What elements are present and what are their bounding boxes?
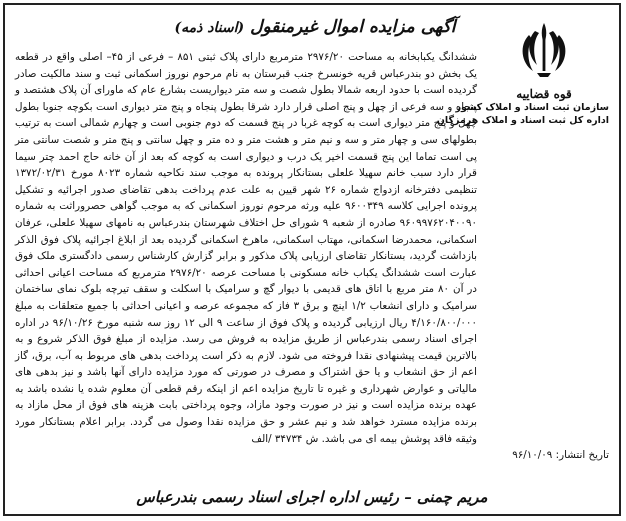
notice-paragraph: ششدانگ یکبابخانه به مساحت ۲۹۷۶/۲۰ مترمربع دارای پلاک ثبتی ۸۵۱ – فرعی از ۴۵– اصلی واقع در قطعه یک بخش دو بندرعباس قریه خونسرخ جنب قبرستان به نام مرحوم نوروز اسکمانی ثبت و سند مالکیت صادر گردیده است با حدود اربعه شمالا بطول شصت و سه متر دیواریست بشارع عام که ماورای آن پلاک هشتصد و پنجاه و سه فرعی از چهل و پنج اصلی قرار دارد شرقا بطول پنجاه و پنج متر دیواری است بکوچه جنوبا بطول چهل و پنج متر دیواری است به کوچه غربا در پنج قسمت که دوم جنوبی است و چهارم شمالی است به ترتیب بطولهای سی و چهار متر و سه و نیم متر و هشت متر و ده متر و چهل سانتی و پنج متر و شصت سانتی متر پی است تماما این پنج قسمت اخیر یک درب و دیواری است به کوچه که بعد از آن خانه حاج احمد چتر سیما قرار دارد سبب خانم سهیلا علعلی بستانکار پرونده به موجب سند نکاحیه شماره ۸۰۲۳ مورخ ۱۳۷۲/۰۲/۳۱ تنظیمی دفترخانه ازدواج شماره ۲۶ شهر قیین به علت عدم پرداخت بدهی تقاضای صدور اجرائیه و تشکیل پرونده اجرایی کلاسه ۹۶۰۰۳۴۹ علیه ورثه مرحوم نوروز اسکمانی که به موجب گواهی حصروراثت به شماره ۹۶۰۹۹۷۶۲۰۴۰۰۹۰ صادره از شعبه ۹ شورای حل اختلاف شهرستان بندرعباس به نامهای سهیلا علعلی، عرفان اسکمانی، محمدرضا اسکمانی، مهتاب اسکمانی، ماهرخ اسکمانی گردیده بعد از ابلاغ اجرائیه پلاک فوق الذکر بازداشت گردید، بستانکار تقاضای ارزیابی پلاک مذکور و برابر گزارش کارشناس رسمی دادگستری ملک فوق عبارت است ششدانگ یکباب خانه مسکونی با مساحت عرصه ۲۹۷۶/۲۰ مترمربع که مساحت اعیانی احداثی در آن ۸۰ متر مربع با اتاق های قدیمی با دیوار گچ و سرامیک با اسکلت و سقف تیرچه بلوک نمای ساختمان سرامیک و دارای انشعاب ۱/۲ اینچ و برق ۳ فاز که مجموعه عرصه و اعیانی احداثی با جمیع متعلقات به مبلغ ۴/۱۶۰/۸۰۰/۰۰۰ ریال ارزیابی گردیده و پلاک فوق از ساعت ۹ الی ۱۲ روز سه شنبه مورخ ۹۶/۱۰/۲۶ در اداره اجرای اسناد رسمی بندرعباس از طریق مزایده به فروش می رسد. مزایده از مبلغ فوق الذکر شروع و به بالاترین قیمت پیشنهادی نقدا فروخته می شود. لازم به ذکر است پرداخت بدهی های مربوط به آب، برق، گاز اعم از حق انشعاب و یا حق اشتراک و مصرف در صورتی که مورد مزایده دارای آنها باشد و نیز بدهی های مالیاتی و عوارض شهرداری و غیره تا تاریخ مزایده اعم از اینکه رقم قطعی آن معلوم شده یا نشده باشد به عهده برنده مزایده است و نیز در صورت وجود مازاد، وجوه پرداختی بابت هزینه های فوق از محل مازاد به برنده مزایده مسترد خواهد شد و نیم عشر و حق مزایده نقدا وصول می گردد. برابر اعلام بستانکار مورد وثیقه فاقد پوشش بیمه ای می باشد. ش ۳۴۷۳۴ /الف (15, 51, 478, 445)
notice-title (155, 17, 475, 37)
title-subtitle: (اسناد ذمه) (174, 20, 245, 36)
publish-date-label: تاریخ انتشار: (555, 449, 609, 462)
publish-date-line (15, 447, 609, 464)
organization-name: سازمان ثبت اسناد و املاک کشور (455, 102, 609, 113)
publish-date-value: ۹۶/۱۰/۰۹ (512, 449, 553, 462)
title-main: آگهی مزایده اموال غیرمنقول (250, 17, 456, 37)
provincial-office-name: اداره کل ثبت اسناد و املاک هرمزگان (436, 115, 609, 126)
notice-body (15, 49, 609, 464)
signature-line: مریم چمنی – رئیس اداره اجرای اسناد رسمی بندرعباس (136, 488, 488, 506)
auction-notice (3, 3, 621, 516)
judiciary-label: قوه قضاییه (516, 87, 572, 101)
